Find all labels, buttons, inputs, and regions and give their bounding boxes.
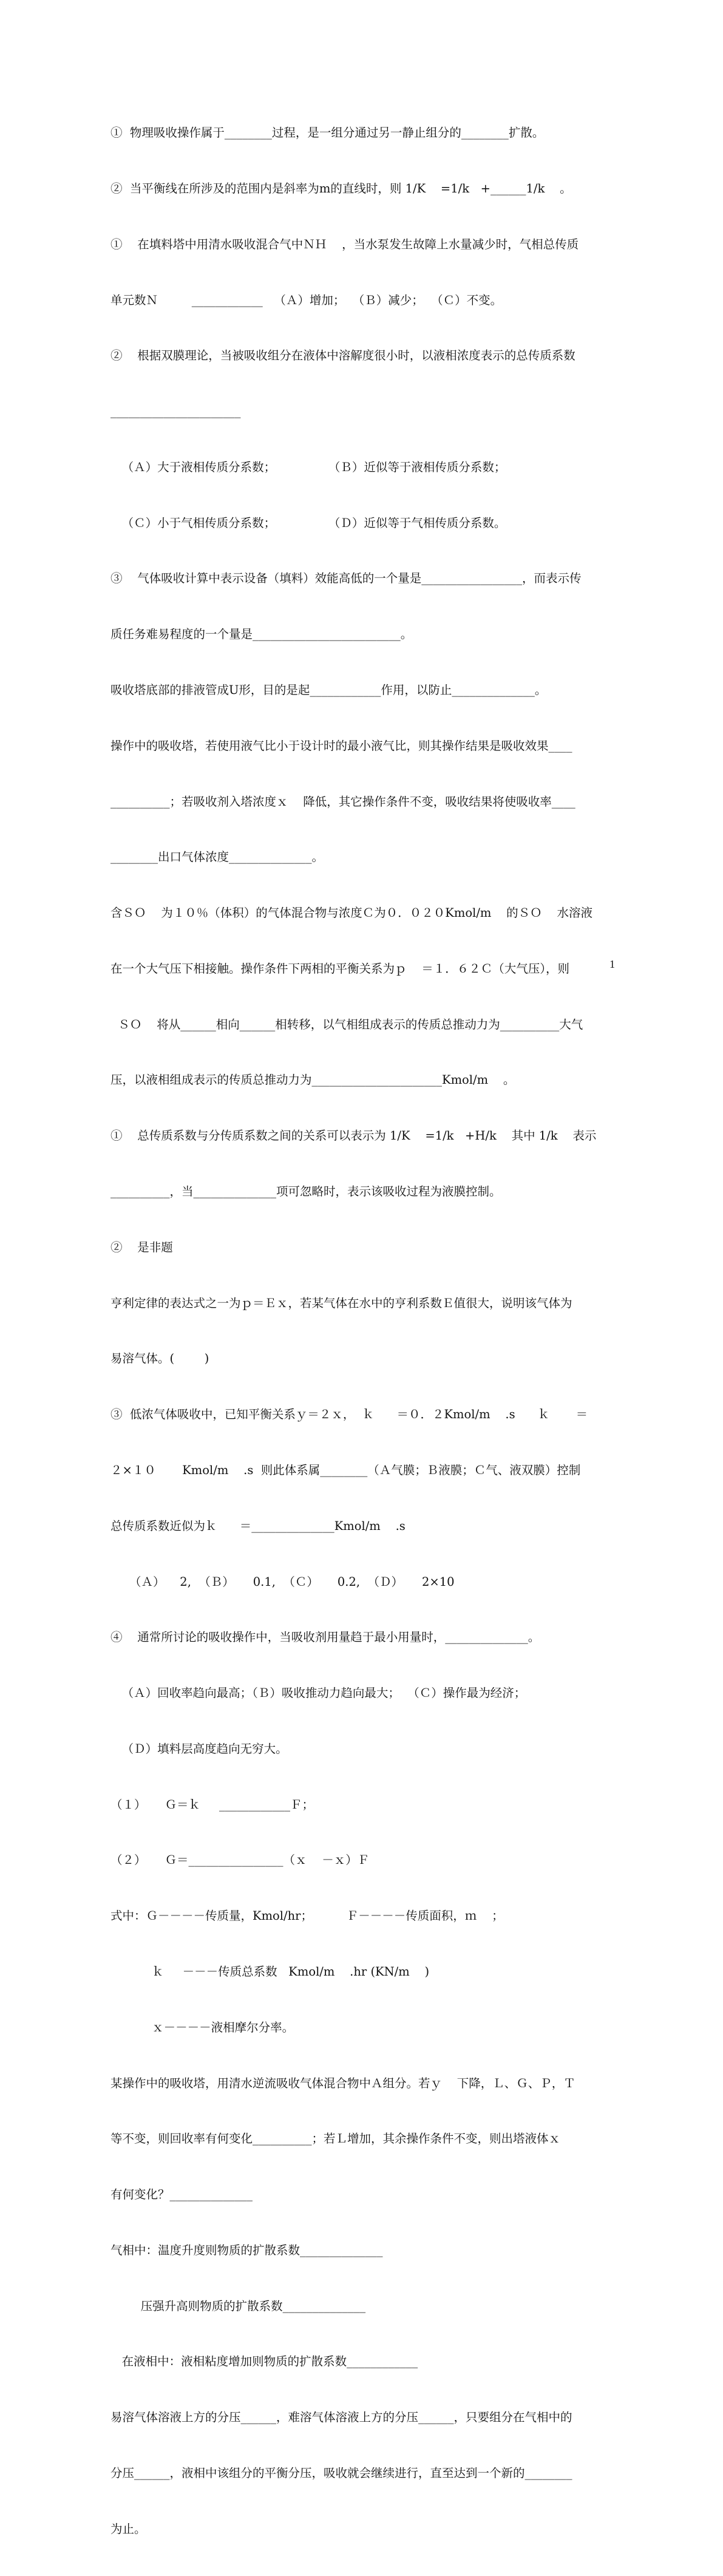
text-line: 含ＳＯ 为１０％（体积）的气体混合物与浓度Ｃ为０．０２０Kmol/m 的ＳＯ 水溶液: [110, 906, 592, 920]
text-line: ① 物理吸收操作属于________过程，是一组分通过另一静止组分的________扩散。: [110, 126, 545, 140]
text-line: ③ 气体吸收计算中表示设备（填料）效能高低的一个量是_________________，而表示传: [110, 571, 582, 586]
text-line: （Ａ）回收率趋向最高；（Ｂ）吸收推动力趋向最大； （Ｃ）操作最为经济；: [110, 1686, 526, 1701]
text-line: ＳＯ 将从______相向______相转移，以气相组成表示的传质总推动力为__________大气: [110, 1017, 583, 1031]
text-line: 单元数Ｎ ____________ （Ａ）增加； （Ｂ）减少； （Ｃ）不变。: [110, 293, 503, 307]
text-line: ______________________: [110, 404, 241, 419]
text-line: 总传质系数近似为ｋ ＝______________Kmol/m .s: [110, 1518, 406, 1533]
text-line: ________出口气体浓度______________。: [110, 850, 324, 865]
text-line: 等不变，则回收率有何变化__________；若Ｌ增加，其余操作条件不变，则出塔液体ｘ: [110, 2132, 561, 2146]
text-line: ② 是非题: [110, 1240, 173, 1254]
text-line: ① 总传质系数与分传质系数之间的关系可以表示为 1/K =1/k +H/k 其中 1/k 表示: [110, 1129, 597, 1143]
text-line: 气相中：温度升度则物质的扩散系数______________: [110, 2243, 383, 2257]
text-line: 有何变化？______________: [110, 2187, 253, 2202]
text-line: 质任务难易程度的一个量是_________________________。: [110, 627, 413, 642]
text-line: （１） Ｇ＝ｋ ____________Ｆ；: [110, 1797, 314, 1812]
text-line: ｘ－－－－液相摩尔分率。: [110, 2020, 294, 2034]
text-line: 易溶气体溶液上方的分压______，难溶气体溶液上方的分压______，只要组分在气相中的: [110, 2410, 572, 2425]
text-line: ① 在填料塔中用清水吸收混合气中ＮＨ ，当水泵发生故障上水量减少时，气相总传质: [110, 237, 579, 251]
document-body: [110, 87, 620, 2576]
text-line: 在一个大气压下相接触。操作条件下两相的平衡关系为ｐ ＝１．６２Ｃ（大气压），则: [110, 961, 570, 976]
text-line: 在液相中：液相粘度增加则物质的扩散系数____________: [110, 2354, 418, 2369]
text-line: __________；若吸收剂入塔浓度ｘ 降低，其它操作条件不变，吸收结果将使吸收率____: [110, 794, 575, 809]
text-line: 式中：Ｇ－－－－传质量，Kmol/hr； Ｆ－－－－传质面积，ｍ ；: [110, 1909, 504, 1923]
text-line: ② 当平衡线在所涉及的范围内是斜率为m的直线时，则 1/K =1/k +______1/k 。: [110, 181, 572, 195]
text-line: 亨利定律的表达式之一为ｐ＝Ｅｘ，若某气体在水中的亨利系数Ｅ值很大，说明该气体为: [110, 1296, 572, 1310]
text-line: ２×１０ Kmol/m .s 则此体系属________（Ａ气膜；Ｂ液膜；Ｃ气、液双膜）控制: [110, 1463, 581, 1477]
text-line: 易溶气体。( ): [110, 1351, 209, 1366]
text-line: ④ 通常所讨论的吸收操作中，当吸收剂用量趋于最小用量时，______________。: [110, 1630, 540, 1645]
text-line: ② 根据双膜理论，当被吸收组分在液体中溶解度很小时，以液相浓度表示的总传质系数: [110, 348, 575, 363]
text-line: __________，当______________项可忽略时，表示该吸收过程为液膜控制。: [110, 1184, 501, 1199]
text-line: ｋ －－－传质总系数 Kmol/m .hr (KN/m ): [110, 1964, 430, 1979]
text-line: （Ｄ）填料层高度趋向无穷大。: [110, 1741, 288, 1756]
page-number: 1: [609, 958, 615, 970]
text-line: 压强升高则物质的扩散系数______________: [110, 2299, 366, 2313]
text-line: 为止。: [110, 2521, 146, 2536]
text-line: （Ａ）大于液相传质分系数； （Ｂ）近似等于液相传质分系数；: [110, 460, 506, 474]
text-line: 某操作中的吸收塔，用清水逆流吸收气体混合物中Ａ组分。若ｙ 下降，Ｌ、Ｇ、Ｐ，Ｔ: [110, 2076, 575, 2090]
text-line: ③ 低浓气体吸收中，已知平衡关系ｙ＝２ｘ， ｋ ＝０．２Kmol/m .s ｋ ＝: [110, 1407, 588, 1422]
text-line: 分压______，液相中该组分的平衡分压，吸收就会继续进行，直至达到一个新的________: [110, 2466, 572, 2480]
text-line: 压，以液相组成表示的传质总推动力为______________________Kmol/m 。: [110, 1073, 515, 1087]
text-line: 操作中的吸收塔，若使用液气比小于设计时的最小液气比，则其操作结果是吸收效果____: [110, 738, 572, 753]
text-line: （Ａ） 2, （Ｂ） 0.1, （Ｃ） 0.2, （Ｄ） 2×10: [110, 1574, 455, 1589]
text-line: 吸收塔底部的排液管成U形，目的是起____________作用，以防止______________。: [110, 683, 547, 697]
text-line: （Ｃ）小于气相传质分系数； （Ｄ）近似等于气相传质分系数。: [110, 515, 506, 530]
text-line: （２） Ｇ＝________________（ｘ －ｘ）Ｆ: [110, 1853, 370, 1867]
